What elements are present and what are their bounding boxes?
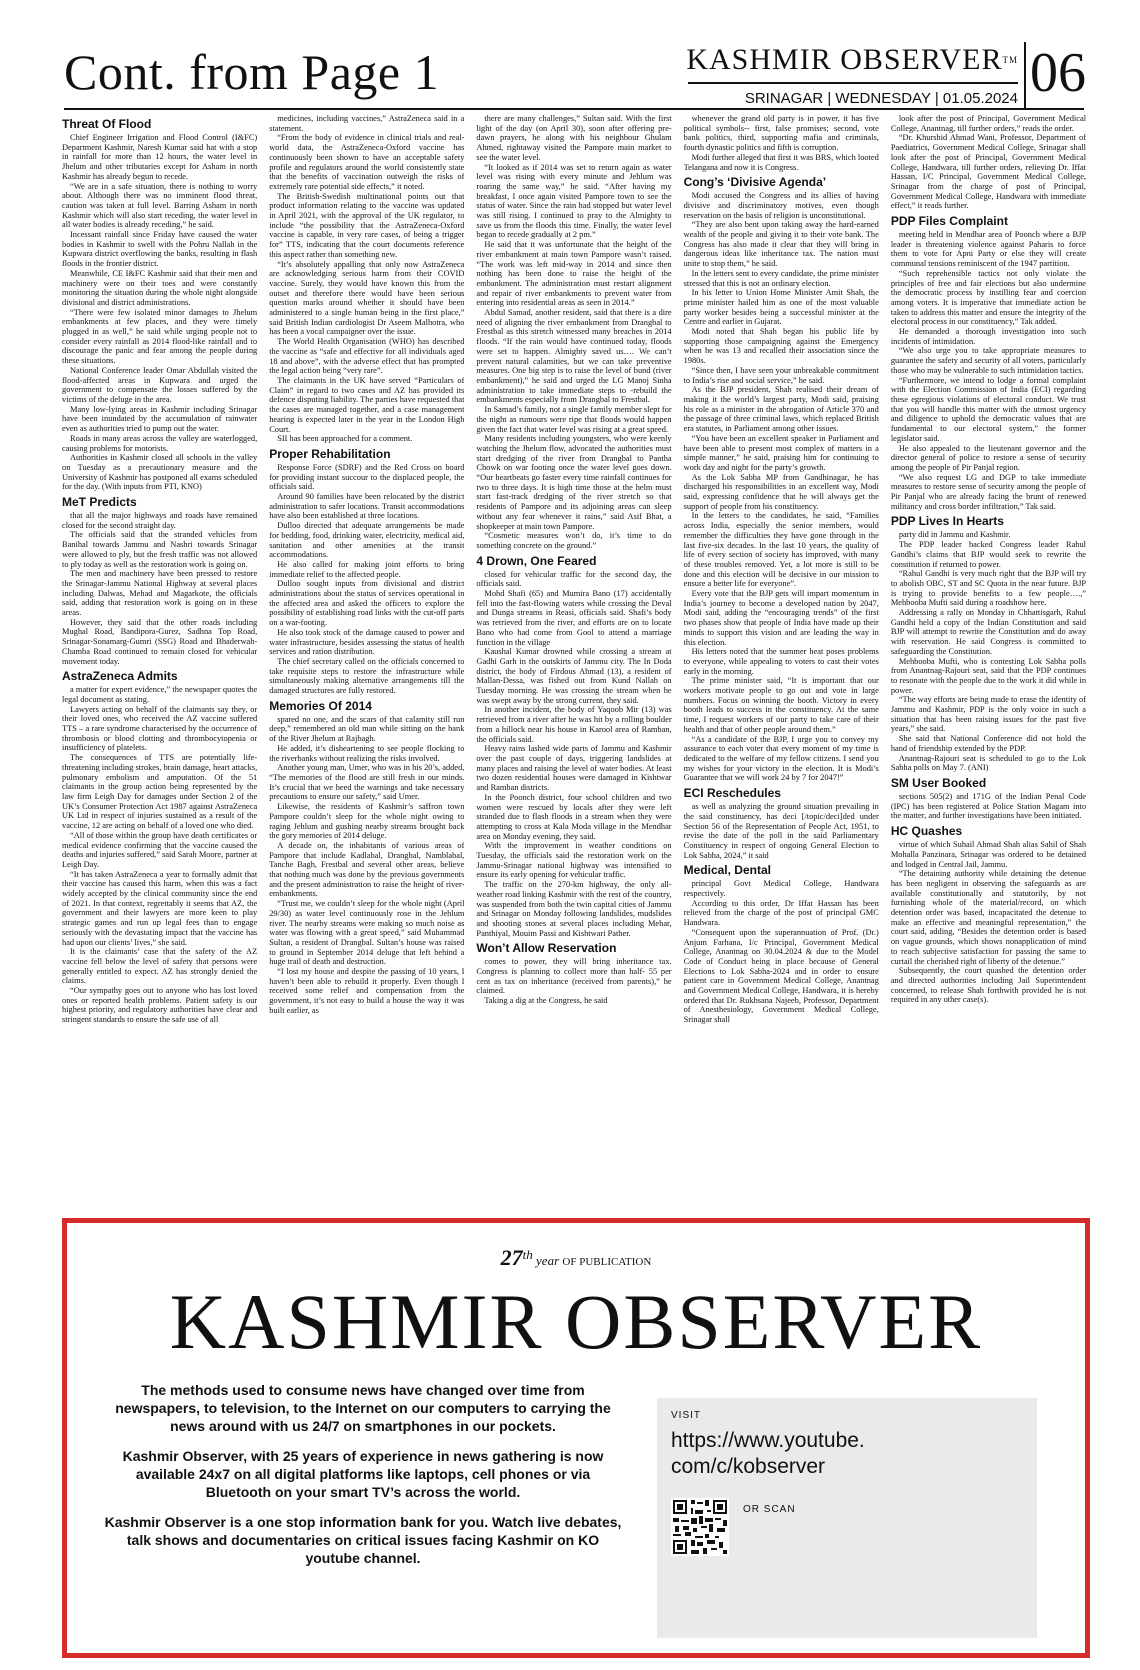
article-paragraph: “All of those within the group have death certificates or medical evidence confirming that the vaccine caused the deaths and injuries suffered,” said Sarah Moore, partner at Leigh Day.: [62, 830, 258, 869]
article-paragraph: Around 90 families have been relocated by the district administration to safer locations. Transit accommodations have also been established at three locations.: [269, 492, 465, 521]
article-headline: Threat Of Flood: [62, 117, 152, 131]
article-headline: Memories Of 2014: [269, 698, 372, 713]
article-paragraph: Abdul Samad, another resident, said that there is a dire need of aligning the river embankment from Drangbal to Frestbal as this stretch witnessed many breaches in 2014 floods. “If the rain would have continued today, floods were set to happen. Almighty saved us…. We can’t prevent natural calamities, but we can take preventive measures. One big step is to raise the level of bund (river embankment),” he said and urged the LG Manoj Sinha administration to take immediate steps to -rebuild the embankments especially from Drangbal to Frestbal.: [476, 308, 672, 405]
ad-title: KASHMIR OBSERVER: [169, 1278, 983, 1365]
article-paragraph: With the improvement in weather conditions on Tuesday, the officials said the restoration work on the Jammu-Srinagar national highway was intensified to ensure its early opening for vehicular traffic.: [476, 841, 672, 880]
article-paragraph: The World Health Organisation (WHO) has described the vaccine as “safe and effective for all individuals aged 18 and above”, with the adverse effect that has prompted the legal action being “very rare”.: [269, 337, 465, 376]
article-paragraph: Modi further alleged that first it was BRS, which looted Telangana and now it is Congress.: [683, 152, 879, 172]
header-divider: [1024, 42, 1026, 108]
article-paragraph: spared no one, and the scars of that calamity still run deep,” remembered an old man while sitting on the bank of the River Jhelum at Rajbagh.: [269, 714, 465, 744]
article-paragraph: His letters noted that the summer heat poses problems to everyone, while appealing to voters to cast their votes early in the morning.: [683, 647, 879, 676]
article-paragraph: “It’s absolutely appalling that only now AstraZeneca are acknowledging serious harm from their COVID vaccine. Surely, they would have known this from the outset and therefore there would have been serious question marks around whether it should have been administered to a single human being in the first place,” said British Indian cardiologist Dr Aseem Malhotra, who has been a vocal campaigner over the issue.: [269, 259, 465, 337]
article-paragraph: “You have been an excellent speaker in Parliament and have been able to present most complex of matters in a simple manner,” he said, praising him for continuing to work day and night for the party’s growth.: [683, 433, 879, 472]
article-paragraph: SII has been approached for a comment.: [277, 434, 413, 444]
article-columns: [62, 114, 1086, 1216]
article-paragraph: “Consequent upon the superannuation of Prof. (Dr.) Anjum Farhana, I/c Principal, Government Medical College, Anantnag on 30.04.2024 & due to the Model Code of Conduct being in place because of General Elections to Lok Sabha-2024 and in order to ensure patient care in Government Medical College, Anantnag and Government Medical College, Handwara, it is hereby ordered that Dr. Rukhsana Najeeb, Professor, Department of Anesthesiology, Government Medical College, Srinagar shall: [683, 927, 879, 1025]
article-paragraph: look after the post of Principal, Government Medical College, Anantnag, till further orders,” reads the order.: [890, 114, 1087, 133]
masthead-rule: [688, 82, 1018, 84]
article-paragraph: Meanwhile, CE I&FC Kashmir said that their men and machinery were on their toes and were constantly monitoring the situation during the whole night alongside divisional and district administrations.: [62, 268, 258, 307]
youtube-link[interactable]: [671, 1428, 865, 1480]
article-paragraph: Heavy rains lashed wide parts of Jammu and Kashmir over the past couple of days, triggering landslides at many places and raising the level of water bodies. At least two dozen residential houses were damaged in Kishtwar and Ramban districts.: [476, 744, 672, 793]
article-paragraph: “Since then, I have seen your unbreakable commitment to India’s rise and social service,” he said.: [683, 365, 879, 385]
article-paragraph: He also called for making joint efforts to bring immediate relief to the affected people.: [269, 559, 465, 579]
anniversary-badge: [67, 1245, 1085, 1271]
header-rule: [64, 108, 1084, 110]
article-paragraph: In the Poonch district, four school children and two women were rescued by locals after they were left stranded due to flash floods in a stream when they were attempting to cross at Kala Moda village in the Mendhar area on Monday evening, they said.: [476, 792, 672, 841]
section-title: Cont. from Page 1: [64, 44, 440, 100]
qr-code-icon[interactable]: [671, 1498, 729, 1556]
article-headline: ECI Reschedules: [683, 786, 781, 801]
article-headline: Medical, Dental: [683, 863, 771, 878]
page-header: [0, 0, 1140, 110]
column-4: [684, 114, 879, 1216]
article-paragraph: In his letter to Union Home Minister Amit Shah, the prime minister hailed him as one of the most valuable party worker besides being a successful minister at the Centre and earlier in Gujarat.: [683, 288, 879, 327]
article-paragraph: The traffic on the 270-km highway, the only all-weather road linking Kashmir with the rest of the country, was suspended from both the twin capital cities of Jammu and Srinagar on Monday following landslides, mudslides and shooting stones at several places including Mehar, Panthiyal, Mouim Passi and Kishtwari Pather.: [476, 880, 672, 938]
article-paragraph: The British-Swedish multinational points out that product information relating to the vaccine was updated in April 2021, with the approval of the UK regulator, to include “the possibility that the AstraZeneca-Oxford vaccine is capable, in very rare cases, of being a trigger for” TTS, indicating that the court documents reference this aspect rather than something new.: [269, 191, 465, 259]
masthead-title: KASHMIR OBSERVER™: [686, 43, 1018, 76]
article-headline: PDP Lives In Hearts: [890, 514, 1004, 529]
article-paragraph: Subsequently, the court quashed the detention order and directed authorities including Jail Superintendent concerned, to release Shah forthwith provided he is not required in any other case(s).: [890, 966, 1087, 1005]
column-5: [891, 114, 1086, 1216]
column-2: [269, 114, 464, 1216]
column-3: [476, 114, 671, 1216]
article-paragraph: He demanded a thorough investigation into such incidents of intimidation.: [890, 327, 1087, 346]
article-paragraph: that all the major highways and roads have remained closed for the second straight day.: [62, 511, 258, 530]
article-paragraph: Likewise, the residents of Kashmir’s saffron town Pampore couldn’t sleep for the whole night owing to raging Jehlum and gushing nearby streams brought back the gory memories of 2014 deluge.: [269, 802, 465, 841]
masthead: [686, 43, 1018, 107]
article-paragraph: Modi accused the Congress and its allies of having divisive and discriminatory motives, even though reservation on the basis of religion is unconstitutional.: [683, 191, 879, 220]
article-headline: SM User Booked: [890, 776, 987, 790]
article-headline: HC Quashes: [890, 824, 963, 839]
article-paragraph: In the letters sent to every candidate, the prime minister stressed that this is not an ordinary election.: [683, 268, 879, 288]
article-paragraph: In the letters to the candidates, he said, “Families across India, especially the senior members, would remember the difficulties they have gone through in the last five-six decades. In the last 10 years, the quality of life of every section of society has improved, with many of these troubles removed. Yet, a lot more is still to be done and this election will be decisive in our mission to ensure a better life for everyone”.: [683, 511, 879, 589]
youtube-panel: [657, 1398, 1037, 1638]
ad-paragraph-2: Kashmir Observer, with 25 years of experience in news gathering is now available 24x7 on all digital platforms like laptops, cell phones or via Bluetooth on your smart TV’s across the world.: [122, 1448, 604, 1500]
article-paragraph: “It looked as if 2014 was set to return again as water level was rising with every minute and Jehlum was roaring the same way,” he said. “After having my breakfast, I once again visited Pampore town to see the status of water. Since the rain had stopped but water level was still rising. I continued to pray to the Almighty to save us from the floods this time. Finally, the water level began to recede gradually at 2 pm.”: [476, 162, 672, 240]
article-paragraph: It is the claimants’ case that the safety of the AZ vaccine fell below the level of safety that persons were generally entitled to expect. AZ has strongly denied the claims.: [62, 947, 258, 986]
article-paragraph: She said that National Conference did not hold the hand of friendship extended by the PDP.: [890, 734, 1087, 753]
article-paragraph: In another incident, the body of Yaqoob Mir (13) was retrieved from a river after he was hit by a rolling boulder from a hillock near his house in Karool area of Ramban, the officials said.: [476, 705, 672, 744]
article-paragraph: “I lost my house and despite the passing of 10 years, I haven’t been able to rebuild it properly. Even though I received some relief and compensation from the government, it’s not easy to build a house the way it was built earlier, as: [269, 967, 465, 1015]
article-paragraph: “There were few isolated minor damages to Jhelum embankments at few places, and they were timely plugged in as well,” he said while urging people not to consider every rainfall as 2014 flood-like rainfall and to discourage the panic and fear among the people during these situations.: [62, 307, 258, 366]
scan-label: OR SCAN: [743, 1504, 796, 1515]
article-headline: AstraZeneca Admits: [62, 669, 178, 684]
article-paragraph: medicines, including vaccines,” AstraZeneca said in a statement.: [269, 114, 465, 133]
article-paragraph: The consequences of TTS are potentially life-threatening including strokes, brain damage, heart attacks, pulmonary embolism and amputation. Of the 51 claimants in the group action being represented by the law firm Leigh Day for damages under Section 2 of the UK’s Consumer Protection Act 1987 against AstraZeneca UK Ltd in respect of injuries sustained as a result of the vaccine, 12 are acting on behalf of a loved one who died.: [62, 753, 258, 831]
article-paragraph: Response Force (SDRF) and the Red Cross on board for providing instant succour to the displaced people, the officials said.: [269, 462, 465, 492]
article-paragraph: A decade on, the inhabitants of various areas of Pampore that include Kadlabal, Drangbal, Namblabal, Tanche Bagh, Frestbal and several other areas, believe that nothing much was done by the previous governments and the present administration to raise the height of river-embankments.: [269, 840, 465, 899]
article-paragraph: “Such reprehensible tactics not only violate the principles of free and fair elections but also undermine the democratic process by instilling fear and coercion among voters. It is imperative that immediate action be taken to address this matter and ensure the integrity of the electoral process in our constituency,” Tak added.: [890, 268, 1087, 327]
article-paragraph: sections 505(2) and 171G of the Indian Penal Code (IPC) has been registered at Police Station Magam into the matter, and further investigations have been initiated.: [890, 792, 1087, 821]
years-tail: OF PUBLICATION: [562, 1256, 652, 1268]
article-paragraph: “Rahul Gandhi is very much right that the BJP will try to abolish OBC, ST and SC Quota in the near future. BJP is trying to provide benefits to a few people….,” Mehbooba Mufti said during a roadshow here.: [890, 569, 1087, 608]
article-paragraph: He added, it’s disheartening to see people flocking to the riverbanks without realizing the risks involved.: [269, 743, 465, 763]
article-paragraph: As the BJP president, Shah realised their dream of making it the world’s largest party, Modi said, praising his role as a minister in the abrogation of Article 370 and the passage of three criminal laws, which replaced British era statutes, in Parliament among other issues.: [683, 385, 879, 434]
article-paragraph: “From the body of evidence in clinical trials and real-world data, the AstraZeneca-Oxford vaccine has continuously been shown to have an acceptable safety profile and regulators around the world consistently state that the benefits of vaccination outweigh the risks of extremely rare potential side effects,” it noted.: [269, 133, 465, 191]
article-paragraph: In Samad’s family, not a single family member slept for the night as rumours were ripe that floods would happen given the fact that water level was rising at a great speed.: [476, 405, 672, 434]
dateline: SRINAGAR | WEDNESDAY | 01.05.2024: [744, 90, 1018, 107]
article-paragraph: Incessant rainfall since Friday have caused the water bodies in Kashmir to swell with the Pohru Nallah in the Kupwara district overflowing the banks, resulting in flash floods in the frontier district.: [62, 230, 258, 269]
article-paragraph: “We are in a safe situation, there is nothing to worry about. Although there was no imminent flood threat, caution was taken at full level. Barring Asham in north Kashmir which will also start receding, the water level in all water bodies is already receding,” he said.: [62, 181, 258, 230]
article-paragraph: He also appealed to the lieutenant governor and the director general of police to restore a sense of security among the people of Pir Panjal region.: [890, 443, 1087, 472]
article-paragraph: Another young man, Umer, who was in his 20’s, added, “The memories of the flood are still fresh in our minds. It’s crucial that we heed the warnings and take necessary precautions to ensure our safety,” said Umer.: [269, 763, 465, 802]
article-paragraph: According to this order, Dr Iffat Hassan has been relieved from the charge of the post of principal GMC Handwara.: [683, 898, 879, 928]
years-number: 27: [500, 1245, 523, 1270]
article-paragraph: “Dr. Khurshid Ahmad Wani, Professor, Department of Paediatrics, Government Medical College, Srinagar shall look after the post of Principal, Government Medical College, Handwara, till further orders, relieving Dr. Iffat Hassan, I/C Principal, Government Medical College, Srinagar from the charge of post of Principal, Government Medical College, Handwara with immediate effect,” it reads further.: [890, 133, 1087, 211]
article-paragraph: “Trust me, we couldn’t sleep for the whole night (April 29/30) as water level continuously rose in the Jehlum river. The nearby streams were making so much noise as water was flowing with a great speed,” said Muhammad Sultan, a resident of Drangbal. Sultan’s house was raised to ground in September 2014 deluge that left behind a huge trail of death and destruction.: [269, 899, 465, 967]
years-suffix: th: [522, 1247, 533, 1262]
article-paragraph: He also took stock of the damage caused to power and water infrastructure, besides assessing the status of health services and ration distribution.: [269, 627, 465, 657]
article-paragraph: As the Lok Sabha MP from Gandhinagar, he has discharged his responsibilities in an excellent way, Modi said, expressing confidence that he will always get the support of people from his constituency.: [683, 472, 879, 511]
column-1: [62, 114, 257, 1216]
article-paragraph: comes to power, they will bring inheritance tax. Congress is planning to collect more than half- 55 per cent as tax on inheritance (received from parents),” he claimed.: [476, 957, 672, 996]
visit-label: VISIT: [671, 1410, 702, 1421]
article-paragraph: Modi noted that Shah began his public life by supporting those campaigning against the Emergency when he was 13 and recalled their association since the 1980s.: [683, 327, 879, 366]
article-paragraph: Chief Engineer Irrigation and Flood Control (I&FC) Department Kashmir, Naresh Kumar said hat with a stop in rainfall for more than 12 hours, the water level in Jhelum and other tributaries except for Asham in north Kashmir has already begun to recede.: [62, 133, 258, 181]
article-paragraph: Every vote that the BJP gets will impart momentum in India’s journey to become a developed nation by 2047, Modi said, adding the “encouraging trends” of the first two phases show that people of India have made up their minds to support this vision and are leading the way in this election.: [683, 589, 879, 647]
article-paragraph: However, they said that the other roads including Mughal Road, Bandipora-Gurez, Sadhna Top Road, Srinagar-Sonamarg-Gumri (SSG) Road and Bhaderwah-Chamba Road continued to remain closed for vehicular movement today.: [62, 617, 258, 666]
trademark-mark: TM: [1002, 55, 1018, 65]
article-paragraph: meeting held in Mendhar area of Poonch where a BJP leader is threatening violence against Paharis to force them to vote for Apni Party or else they will create communal tensions reminiscent of the 1947 partition.: [890, 230, 1087, 269]
article-paragraph: “We also urge you to take appropriate measures to guarantee the safety and security of all voters, particularly those who may be vulnerable to such intimidation tactics.: [890, 346, 1087, 375]
article-paragraph: Lawyers acting on behalf of the claimants say they, or their loved ones, who received the AZ vaccine suffered TTS – a rare syndrome characterised by the occurrence of thrombosis or blood clotting and thrombocytopenia or insufficiency of platelets.: [62, 704, 258, 753]
article-headline: PDP Files Complaint: [890, 214, 1008, 229]
article-paragraph: National Conference leader Omar Abdullah visited the flood-affected areas in Kupwara and urged the government to compensate the losses suffered by the victims of the deluge in the area.: [62, 365, 258, 404]
article-paragraph: Many residents including youngsters, who were keenly watching the Jhelum flow, advocated the authorities must start dredging of the river from Drangbal to Pantha Chowk on war footing once the water level goes down. “Our heartbeats go faster every time rainfall continues for two to three days. It is high time those at the helm must start fast-track dredging of the river stretch so that residents of Pampore and its adjoining areas can sleep without any fear whenever it rains,” said Asif Bhat, a shopkeeper at main town Pampore.: [476, 434, 672, 531]
article-paragraph: “The detaining authority while detaining the detenue has been negligent in observing the safeguards as are available constitutionally and statutorily, by not furnishing whole of the material/record, on which detention order was based, incapacitated the detenue to make an effective and meaningful representation,” the court said, adding, “Besides the detention order is based on vague grounds, which shows nonapplication of mind to reach subjective satisfaction for passing the same to curtail the cherished right of liberty of the detenue.”: [890, 869, 1087, 966]
article-paragraph: Mohd Shafi (65) and Mumira Bano (17) accidentally fell into the fast-flowing waters while crossing the Deval and Dunga streams in Reasi, officials said. Shafi’s body was retrieved from the river, and efforts are on to locate Bano who had come from Gool to attend a marriage function in the village: [476, 589, 672, 647]
years-word: year: [536, 1253, 560, 1268]
article-paragraph: Kaushal Kumar drowned while crossing a stream at Gadhi Garh in the outskirts of Jammu city. The In Doda district, the body of Firdous Ahmad (13), a resident of Mallan-Dessa, was fished out from Kund Nallah on Tuesday morning. He was crossing the stream when he was swept away by the strong current, they said.: [476, 647, 672, 705]
article-paragraph: Taking a dig at the Congress, he said: [484, 996, 608, 1006]
article-paragraph: whenever the grand old party is in power, it has five political symbols-- first, false promises; second, vote bank politics, third, supporting mafia and criminals, fourth dynastic politics and fifth is corruption.: [683, 114, 879, 153]
article-headline: 4 Drown, One Feared: [476, 553, 597, 568]
article-paragraph: “They are also bent upon taking away the hard-earned wealth of the people and giving it to their vote bank. The Congress has also made it clear that they will bring in dangerous ideas like inheritance tax. The nation must unite to stop them,” he said.: [683, 220, 879, 269]
article-paragraph: “Furthermore, we intend to lodge a formal complaint with the Election Commission of India (ECI) regarding these egregious violations of electoral conduct. We trust that you will handle this matter with the utmost urgency and diligence to uphold the democratic values that are fundamental to our electoral system,” the former legislator said.: [890, 375, 1087, 443]
article-paragraph: The prime minister said, “It is important that our workers motivate people to go out and vote in large numbers. Focus on winning the booth. Victory in every booth leads to success in the constituency. At the same time, I request workers of our party to take care of their health and that of other people around them.”: [683, 676, 879, 734]
article-paragraph: Addressing a rally on Monday in Chhattisgarh, Rahul Gandhi held a copy of the Indian Constitution and said BJP will attempt to rewrite the Constitution and do away with reservation. He said Congress is committed to safeguarding the Constitution.: [890, 608, 1087, 656]
article-paragraph: “The way efforts are being made to erase the identity of Jammu and Kashmir, PDP is the only voice in such a situation that has been raising issues for the past five years,” she said.: [890, 695, 1087, 734]
article-paragraph: as well as analyzing the ground situation prevailing in the said constituency, has deci [/topic/deci]ded under Section 56 of the Representation of People Act, 1951, to revise the date of the poll in the said Parliamentary Constituency in respect of ongoing General Election to Lok Sabha, 2024,” it said: [683, 802, 879, 860]
youtube-link-line-1: https://www.youtube.: [671, 1429, 865, 1452]
article-paragraph: closed for vehicular traffic for the second day, the officials said.: [476, 569, 672, 589]
youtube-link-line-2: com/c/kobserver: [671, 1455, 826, 1478]
article-paragraph: Anantnag-Rajouri seat is scheduled to go to the Lok Sabha polls on May 7. (ANI): [890, 753, 1087, 773]
article-paragraph: “As a candidate of the BJP, I urge you to convey my assurance to each voter that every moment of my time is dedicated to the welfare of my fellow citizens. I send you my wishes for your victory in the election. It is Modi’s Guarantee that we will work 24 by 7 for 2047!”: [683, 734, 879, 783]
article-paragraph: “It has taken AstraZeneca a year to formally admit that their vaccine has caused this harm, when this was a fact widely accepted by the clinical community since the end of 2021. In that context, regrettably it seems that AZ, the government and their lawyers are more keen to play strategic games and run up legal fees than to engage seriously with the devastating impact that the vaccine has had upon our clients’ lives,” she said.: [62, 869, 258, 947]
article-paragraph: He said that it was unfortunate that the height of the river embankment at main town Pampore wasn’t raised. “The work was left mid-way in 2014 and since then nothing has been done to raise the height of the embankment. The administration must restart alignment and repair of river embankments to prevent water from entering into residential areas as seen in 2014.”: [476, 240, 672, 308]
page-number: 06: [1030, 42, 1086, 104]
article-paragraph: Roads in many areas across the valley are waterlogged, causing problems for motorists.: [62, 433, 258, 453]
article-paragraph: Dulloo sought inputs from divisional and district administrations about the status of services operational in the affected area and asked the officers to explore the possibility of establishing road links with the cut-off parts on a war-footing.: [269, 579, 465, 628]
article-headline: Cong’s ‘Divisive Agenda’: [683, 175, 827, 190]
article-paragraph: The officials said that the stranded vehicles from Banihal towards Jammu and Nashri towards Srinagar were allowed to ply, but the fresh traffic was not allowed to ply today as well as the restoration work is going on.: [62, 530, 258, 569]
article-paragraph: party did in Jammu and Kashmir.: [898, 530, 1011, 540]
article-paragraph: virtue of which Suhail Ahmad Shah alias Sahil of Shah Mohalla Panzinara, Srinagar was ordered to be detained and lodged in Central Jail, Jammu.: [890, 840, 1087, 869]
article-paragraph: The chief secretary called on the officials concerned to take requisite steps to restore the infrastructure while simultaneously making alternative arrangements till the damaged structures are fully restored.: [269, 656, 465, 696]
article-paragraph: The PDP leader backed Congress leader Rahul Gandhi’s claims that BJP would seek to rewrite the constitution if returned to power.: [890, 540, 1087, 569]
article-paragraph: Authorities in Kashmir closed all schools in the valley on Tuesday as a precautionary measure and the University of Kashmir has postponed all exams scheduled for the day. (With inputs from PTI, KNO): [62, 453, 258, 492]
article-paragraph: The claimants in the UK have served “Particulars of Claim” in regard to two cases and AZ has provided its defence disputing liability. The parties have requested that the cases are managed together, and a case management hearing is expected later in the year in the London High Court.: [269, 375, 465, 434]
article-paragraph: Mehbooba Mufti, who is contesting Lok Sabha polls from Anantnag-Rajouri seat, said that the PDP continues to resonate with the people due to the work it did while in power.: [890, 656, 1087, 695]
article-paragraph: Dulloo directed that adequate arrangements be made for bedding, food, drinking water, electricity, medical aid, sanitation and other amenities at the transit accommodations.: [269, 521, 465, 560]
article-headline: Proper Rehabilitation: [269, 446, 391, 461]
article-paragraph: principal Govt Medical College, Handwara respectively.: [683, 879, 879, 899]
ad-paragraph-3: Kashmir Observer is a one stop information bank for you. Watch live debates, talk shows and documentaries on critical issues facing Kashmir on KO youtube channel.: [104, 1514, 622, 1566]
article-headline: Won’t Allow Reservation: [476, 941, 617, 956]
article-paragraph: a matter for expert evidence,” the newspaper quotes the legal document as stating.: [62, 685, 258, 704]
kashmir-observer-advertisement: [62, 1218, 1090, 1658]
article-paragraph: “We also request LG and DGP to take immediate measures to restore sense of security among the people of Pir Panjal who are already facing the brunt of renewed militancy and cross border infiltration,” Tak said.: [890, 472, 1087, 511]
article-paragraph: “Cosmetic measures won’t do, it’s time to do something concrete on the ground.”: [476, 531, 672, 550]
article-paragraph: The men and machinery have been pressed to restore the Srinagar-Jammu National Highway at several places including Dalwas, Mehad and Magarkote, the officials said, adding that restoration work is going on in these areas.: [62, 569, 258, 618]
article-paragraph: Many low-lying areas in Kashmir including Srinagar have been inundated by the accumulation of rainwater even as authorities tried to pump out the water.: [62, 404, 258, 434]
ad-paragraph-1: The methods used to consume news have changed over time from newspapers, to television, to the Internet on our computers to carrying the news around with us 24/7 on smartphones in our pockets.: [115, 1382, 611, 1434]
article-paragraph: “Our sympathy goes out to anyone who has lost loved ones or reported health problems. Patient safety is our highest priority, and regulatory authorities have clear and stringent standards to ensure the safe use of all: [62, 986, 258, 1025]
article-paragraph: there are many challenges,” Sultan said. With the first light of the day (on April 30), soon after offering pre-dawn prayers, he along with his neighbour Ghulam Ahmed, rightaway visited the Pampore main market to see the water level.: [476, 114, 672, 162]
ad-body: [103, 1381, 623, 1579]
article-headline: MeT Predicts: [62, 495, 137, 510]
